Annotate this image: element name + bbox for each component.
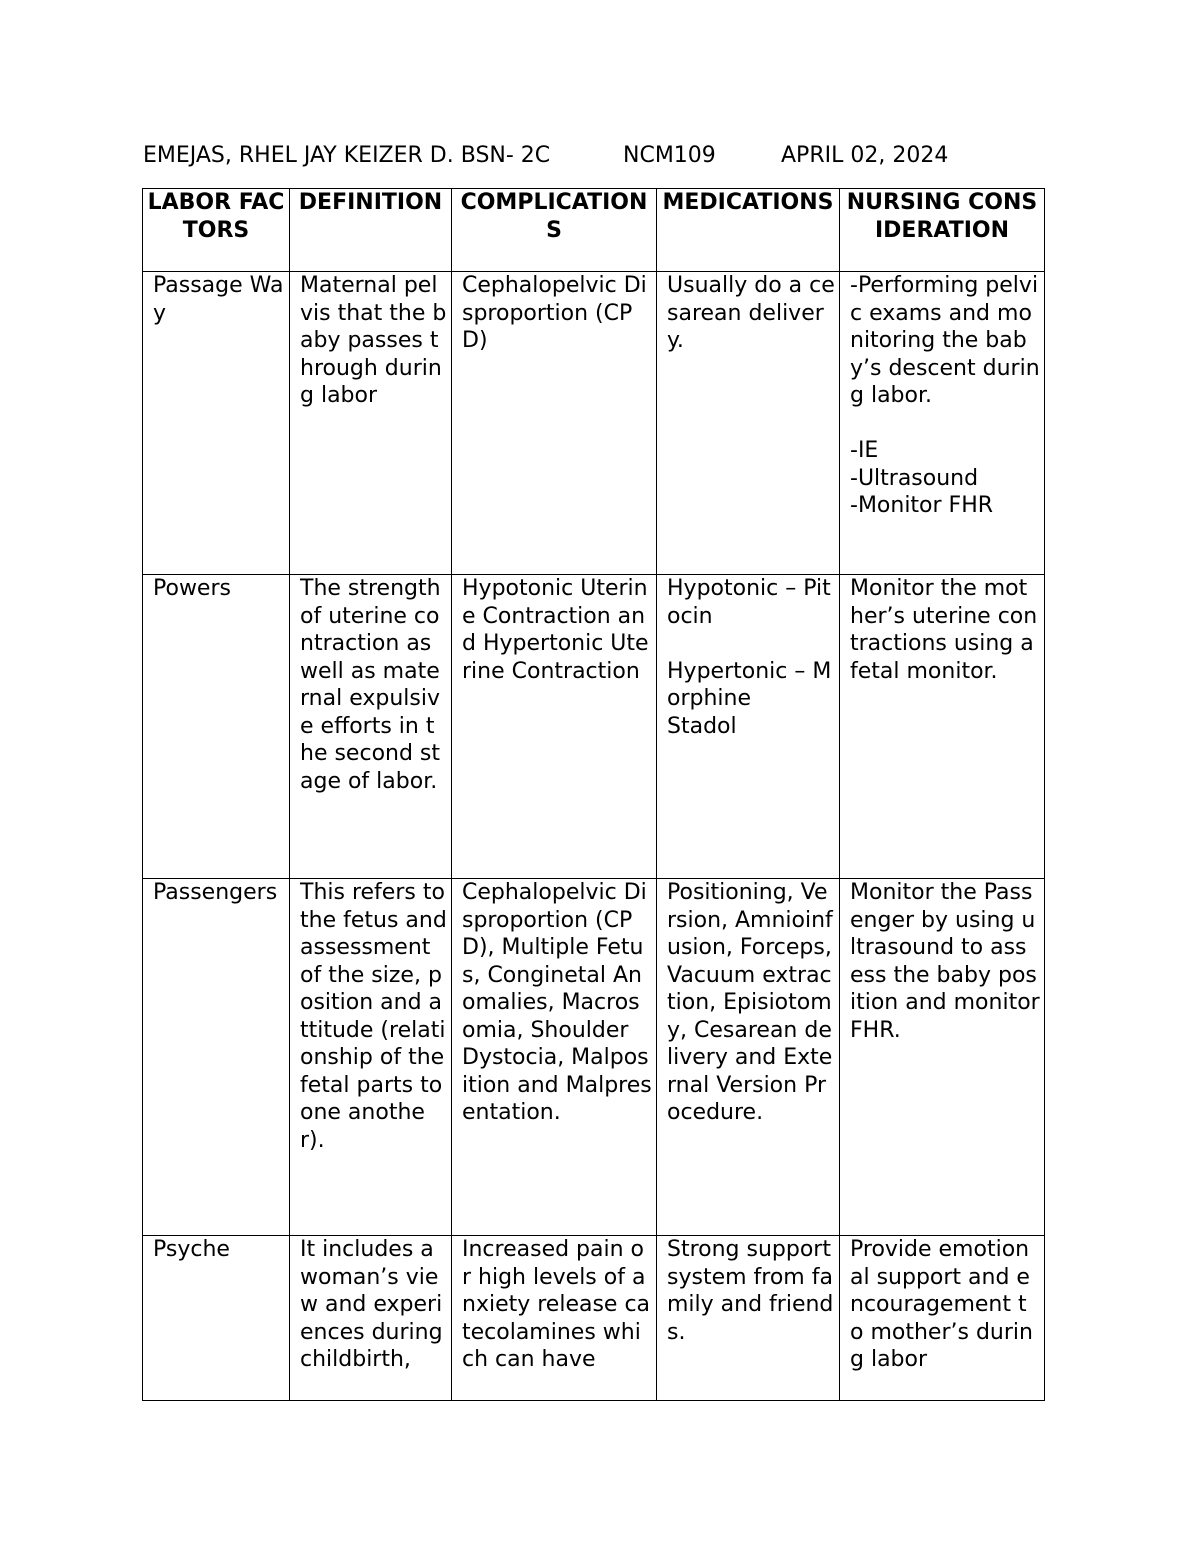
row-nursing: -Performing pelvic exams and monitoring the baby’s descent during labor. -IE -Ultrasound -Monitor FHR: [840, 272, 1045, 575]
row-nursing: Monitor the mother’s uterine contractions using a fetal monitor.: [840, 575, 1045, 879]
row-nursing: Provide emotional support and encouragement to mother’s during labor: [840, 1236, 1045, 1401]
row-nursing: Monitor the Passenger by using ultrasound to assess the baby position and monitor FHR.: [840, 879, 1045, 1236]
document-date: APRIL 02, 2024: [781, 143, 949, 168]
row-complications: Cephalopelvic Disproportion (CPD): [452, 272, 657, 575]
header-complications: COMPLICATIONS: [452, 189, 657, 272]
row-definition: The strength of uterine contraction as well as maternal expulsive efforts in the second stage of labor.: [290, 575, 452, 879]
row-medications: Strong support system from family and friends.: [657, 1236, 840, 1401]
row-complications: Increased pain or high levels of anxiety release catecolamines which can have: [452, 1236, 657, 1401]
row-definition: It includes a woman’s view and experiences during childbirth,: [290, 1236, 452, 1401]
header-definition: DEFINITION: [290, 189, 452, 272]
labor-factors-table: [142, 188, 1045, 1401]
row-factor: Passage Way: [143, 272, 290, 575]
table-row: [143, 575, 1045, 879]
header-labor-factors: LABOR FACTORS: [143, 189, 290, 272]
row-definition: This refers to the fetus and assessment of the size, position and attitude (relationship of the fetal parts to one another).: [290, 879, 452, 1236]
row-medications: Positioning, Version, Amnioinfusion, Forceps, Vacuum extraction, Episiotomy, Cesarean delivery and External Version Procedure.: [657, 879, 840, 1236]
row-medications: Hypotonic – Pitocin Hypertonic – Morphine Stadol: [657, 575, 840, 879]
student-name-section: EMEJAS, RHEL JAY KEIZER D. BSN- 2C: [143, 143, 551, 168]
table-row: [143, 272, 1045, 575]
row-complications: Hypotonic Uterine Contraction and Hypertonic Uterine Contraction: [452, 575, 657, 879]
row-factor: Passengers: [143, 879, 290, 1236]
row-factor: Psyche: [143, 1236, 290, 1401]
document-header: [143, 143, 948, 169]
row-complications: Cephalopelvic Disproportion (CPD), Multiple Fetus, Conginetal Anomalies, Macrosomia, Shoulder Dystocia, Malposition and Malpresentation.: [452, 879, 657, 1236]
row-factor: Powers: [143, 575, 290, 879]
course-code: NCM109: [623, 143, 716, 168]
table-row: [143, 879, 1045, 1236]
row-definition: Maternal pelvis that the baby passes through during labor: [290, 272, 452, 575]
header-medications: MEDICATIONS: [657, 189, 840, 272]
header-nursing-consideration: NURSING CONSIDERATION: [840, 189, 1045, 272]
table-row: [143, 1236, 1045, 1401]
row-medications: Usually do a cesarean delivery.: [657, 272, 840, 575]
